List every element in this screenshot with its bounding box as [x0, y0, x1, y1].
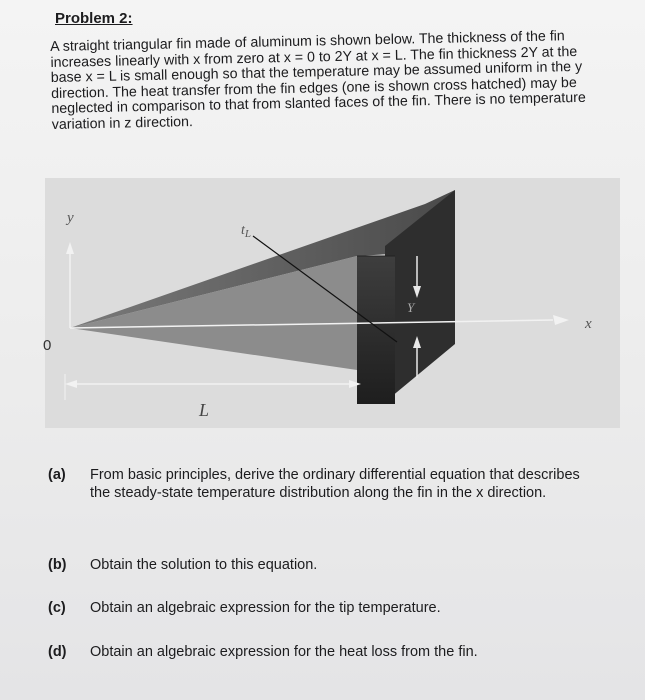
question-b-label: (b): [48, 557, 67, 573]
fin-base-edge: [357, 256, 395, 404]
problem-description: A straight triangular fin made of aluminum is shown below. The thickness of the fin increases linearly with x from zero at x = 0 to 2Y at x = L. The fin thickness 2Y at the base x = L is small enough so that the temperature may be assumed uniform in the y direction. The heat transfer from the fin edges (one is shown cross hatched) may be neglected in comparison to that from slanted faces of the fin. There is no temperature variation in z direction.: [49, 28, 586, 133]
question-d-label: (d): [48, 644, 67, 660]
half-thickness-label: Y: [407, 300, 415, 315]
question-d: [48, 643, 600, 661]
fin-figure: [45, 178, 620, 428]
question-d-text: Obtain an algebraic expression for the heat loss from the fin.: [90, 644, 478, 660]
question-a-text: From basic principles, derive the ordinary differential equation that describes the steady-state temperature distribution along the fin in the x direction.: [90, 467, 580, 501]
question-c-label: (c): [48, 600, 66, 616]
x-axis-arrowhead: [553, 315, 569, 325]
question-a: [48, 466, 600, 502]
thickness-label-t: t: [241, 223, 245, 238]
problem-title: Problem 2:: [55, 10, 133, 27]
thickness-label: [241, 223, 251, 240]
question-c-text: Obtain an algebraic expression for the tip temperature.: [90, 600, 441, 616]
fin-diagram: [45, 178, 620, 428]
origin-label: 0: [43, 337, 52, 354]
thickness-label-subscript: L: [244, 228, 252, 240]
y-axis-arrowhead: [66, 242, 74, 254]
question-c: [48, 599, 600, 617]
length-dim-left-arrowhead: [65, 380, 77, 388]
length-label: L: [199, 400, 210, 420]
question-a-label: (a): [48, 467, 66, 483]
x-axis-label: x: [585, 316, 592, 332]
question-b: [48, 556, 600, 574]
question-b-text: Obtain the solution to this equation.: [90, 557, 318, 573]
y-axis-label: y: [67, 210, 74, 226]
